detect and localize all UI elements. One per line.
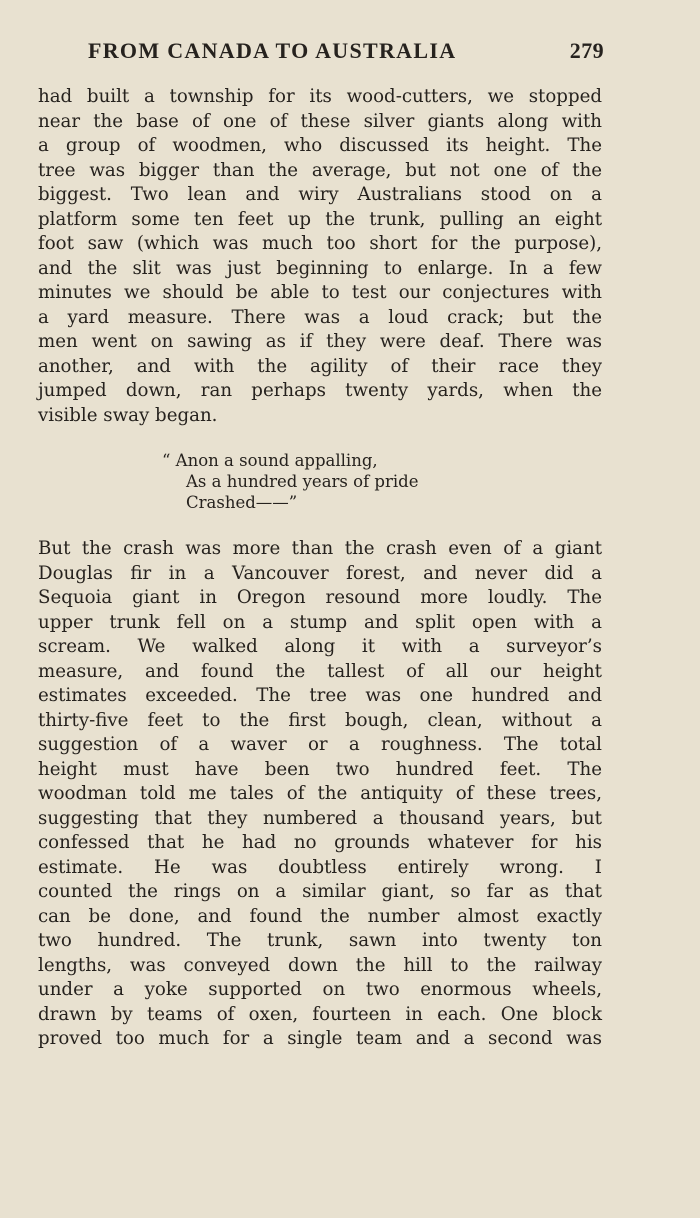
text-line: another, and with the agility of their race they	[38, 355, 602, 377]
running-head	[88, 38, 604, 68]
text-line: jumped down, ran perhaps twenty yards, when the	[38, 380, 602, 401]
text-line: woodman told me tales of the antiquity of these trees,	[38, 783, 602, 804]
text-line: estimate. He was doubtless entirely wrong. I	[38, 856, 602, 878]
text-line: and the slit was just beginning to enlarge. In a few	[38, 257, 602, 279]
text-line: measure, and found the tallest of all our height	[38, 660, 602, 682]
text-line: a yard measure. There was a loud crack; but the	[38, 306, 602, 328]
text-line: foot saw (which was much too short for the purpose),	[38, 233, 602, 254]
text-line: height must have been two hundred feet. The	[38, 758, 602, 780]
text-line: a group of woodmen, who discussed its height. The	[38, 135, 602, 156]
text-line: had built a township for its wood-cutters, we stopped	[38, 86, 602, 107]
text-line: scream. We walked along it with a surveyor’s	[38, 636, 602, 657]
text-line: near the base of one of these silver giants along with	[38, 110, 602, 132]
text-line: can be done, and found the number almost exactly	[38, 905, 602, 927]
verse-line: “ Anon a sound appalling,	[162, 451, 378, 470]
text-line: confessed that he had no grounds whatever for his	[38, 832, 602, 853]
text-line: estimates exceeded. The tree was one hundred and	[38, 685, 602, 706]
paragraph-1	[38, 85, 602, 428]
text-line: minutes we should be able to test our conjectures with	[38, 282, 602, 303]
text-line: two hundred. The trunk, sawn into twenty ton	[38, 930, 602, 951]
text-line: drawn by teams of oxen, fourteen in each. One block	[38, 1003, 602, 1025]
text-line: upper trunk fell on a stump and split open with a	[38, 611, 602, 633]
text-line: suggestion of a waver or a roughness. The total	[38, 734, 602, 755]
text-line: under a yoke supported on two enormous wheels,	[38, 979, 602, 1000]
text-line: biggest. Two lean and wiry Australians stood on a	[38, 184, 602, 205]
verse-line: Crashed——”	[186, 493, 298, 512]
text-line: counted the rings on a similar giant, so far as that	[38, 881, 602, 902]
text-line: thirty-five feet to the first bough, clean, without a	[38, 709, 602, 731]
text-line: suggesting that they numbered a thousand years, but	[38, 807, 602, 829]
text-line: But the crash was more than the crash even of a giant	[38, 538, 602, 559]
text-line: proved too much for a single team and a second was	[38, 1028, 602, 1049]
text-line: men went on sawing as if they were deaf. There was	[38, 331, 602, 352]
verse-line: As a hundred years of pride	[186, 472, 419, 491]
text-line: platform some ten feet up the trunk, pulling an eight	[38, 208, 602, 230]
text-line: Douglas fir in a Vancouver forest, and never did a	[38, 562, 602, 584]
text-line: Sequoia giant in Oregon resound more loudly. The	[38, 587, 602, 608]
running-title: FROM CANADA TO AUSTRALIA	[88, 38, 457, 63]
text-line: lengths, was conveyed down the hill to the railway	[38, 954, 602, 976]
paragraph-2	[38, 537, 602, 1052]
text-line: tree was bigger than the average, but not one of the	[38, 159, 602, 181]
verse-quotation	[162, 450, 418, 513]
page-number: 279	[569, 38, 604, 63]
text-line: visible sway began.	[38, 404, 218, 426]
